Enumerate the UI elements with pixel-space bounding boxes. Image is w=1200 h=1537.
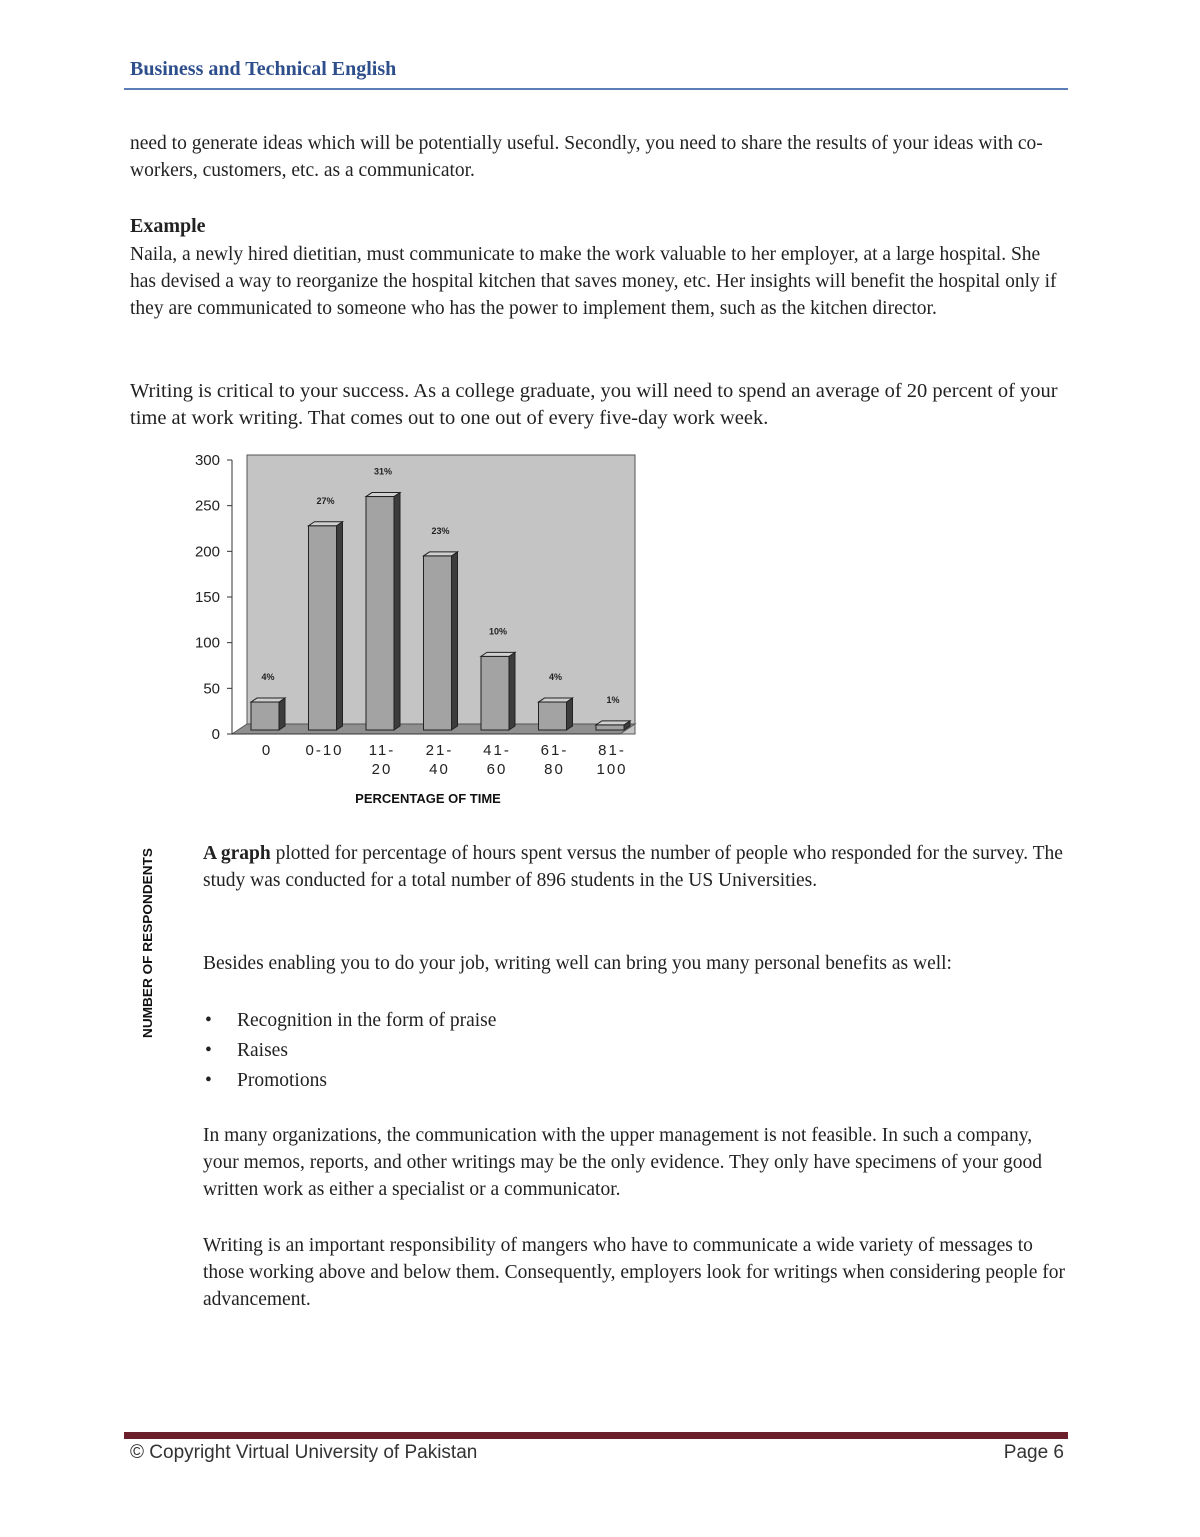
organizations-paragraph: In many organizations, the communication with the upper management is not feasible. In such a company, your memos, reports, and other writings may be the only evidence. They only have specimens of your good written work as either a specialist or a communicator. — [203, 1125, 1043, 1200]
bar-top — [309, 522, 343, 526]
list-item — [203, 1036, 496, 1066]
y-tick-label: 100 — [194, 634, 220, 652]
x-tick-label: 100 — [596, 761, 628, 778]
bar-top — [424, 552, 458, 556]
x-tick-label: 0-10 — [305, 742, 344, 759]
page-header-title: Business and Technical English — [130, 58, 397, 80]
header-divider — [124, 88, 1068, 90]
graph-description — [203, 840, 1068, 894]
benefits-intro: Besides enabling you to do your job, writing well can bring you many personal benefits as well: — [203, 953, 952, 974]
bar-side — [337, 522, 343, 730]
footer-divider — [124, 1432, 1068, 1439]
x-tick-label: 61- — [540, 742, 569, 759]
x-tick-label: 0 — [261, 742, 273, 759]
benefits-list — [203, 1006, 496, 1096]
bar-top — [481, 652, 515, 656]
example-heading: Example — [130, 215, 206, 237]
data-label: 23% — [431, 525, 450, 536]
bar — [309, 526, 337, 730]
bar — [539, 702, 567, 730]
y-tick-label: 0 — [211, 726, 220, 743]
data-label: 10% — [488, 626, 508, 637]
bar-top — [251, 698, 285, 702]
x-tick-label: 21- — [425, 742, 454, 759]
bar-top — [596, 721, 630, 725]
y-axis-title: NUMBER OF RESPONDENTS — [140, 856, 155, 1038]
bar — [596, 725, 624, 730]
bar — [251, 702, 279, 730]
list-item-text: Raises — [237, 1040, 288, 1061]
graph-description-bold: A graph — [203, 843, 271, 864]
x-tick-label: 11- — [368, 742, 396, 759]
x-tick-label: 81- — [598, 742, 626, 759]
list-item-text: Recognition in the form of praise — [237, 1010, 497, 1031]
data-label: 27% — [316, 495, 335, 506]
graph-description-text: plotted for percentage of hours spent versus the number of people who responded for the survey. The study was conducted for a total number of 896 students in the US Universities. — [203, 843, 1063, 891]
list-item — [203, 1006, 496, 1036]
bar — [366, 497, 394, 730]
writing-critical-paragraph: Writing is critical to your success. As a college graduate, you will need to spend an average of 20 percent of your time at work writing. That comes out to one out of every five-day work week. — [130, 380, 1058, 429]
bullet-icon: • — [205, 1010, 212, 1031]
x-tick-label: 40 — [429, 761, 450, 778]
y-tick-label: 50 — [203, 680, 220, 698]
y-tick-label: 250 — [194, 497, 220, 515]
data-label: 4% — [548, 672, 563, 683]
data-label: 1% — [606, 694, 620, 705]
bar — [424, 556, 452, 730]
bar-side — [452, 552, 458, 730]
data-label: 4% — [261, 672, 275, 683]
x-axis-title: PERCENTAGE OF TIME — [355, 791, 501, 806]
footer-page-number: Page 6 — [1003, 1442, 1064, 1463]
x-tick-label: 20 — [371, 761, 393, 778]
bar-side — [509, 652, 515, 730]
bar-top — [366, 493, 400, 497]
footer-copyright: © Copyright Virtual University of Pakistan — [130, 1442, 478, 1463]
y-tick-label: 200 — [194, 543, 220, 561]
data-label: 31% — [373, 466, 393, 477]
bar-side — [279, 698, 285, 730]
list-item-text: Promotions — [237, 1070, 327, 1091]
intro-paragraph: need to generate ideas which will be potentially useful. Secondly, you need to share the results of your ideas with co-workers, customers, etc. as a communicator. — [130, 133, 1043, 181]
x-tick-label: 41- — [483, 742, 511, 759]
example-paragraph: Naila, a newly hired dietitian, must communicate to make the work valuable to her employer, at a large hospital. She has devised a way to reorganize the hospital kitchen that saves money, etc. Her insights will benefit the hospital only if they are communicated to someone who has the power to implement them, such as the kitchen director. — [130, 244, 1057, 319]
bullet-icon: • — [205, 1040, 212, 1061]
bar-side — [394, 493, 400, 730]
list-item — [203, 1066, 496, 1096]
bar-side — [567, 698, 573, 730]
x-tick-label: 60 — [486, 761, 508, 778]
y-tick-label: 300 — [194, 452, 220, 469]
managers-paragraph: Writing is an important responsibility of mangers who have to communicate a wide variety of messages to those working above and below them. Consequently, employers look for writings when considering people for advancement. — [203, 1235, 1065, 1310]
x-tick-label: 80 — [544, 761, 565, 778]
bullet-icon: • — [205, 1070, 212, 1091]
y-tick-label: 150 — [194, 589, 220, 606]
bar-top — [539, 698, 573, 702]
bar — [481, 656, 509, 730]
